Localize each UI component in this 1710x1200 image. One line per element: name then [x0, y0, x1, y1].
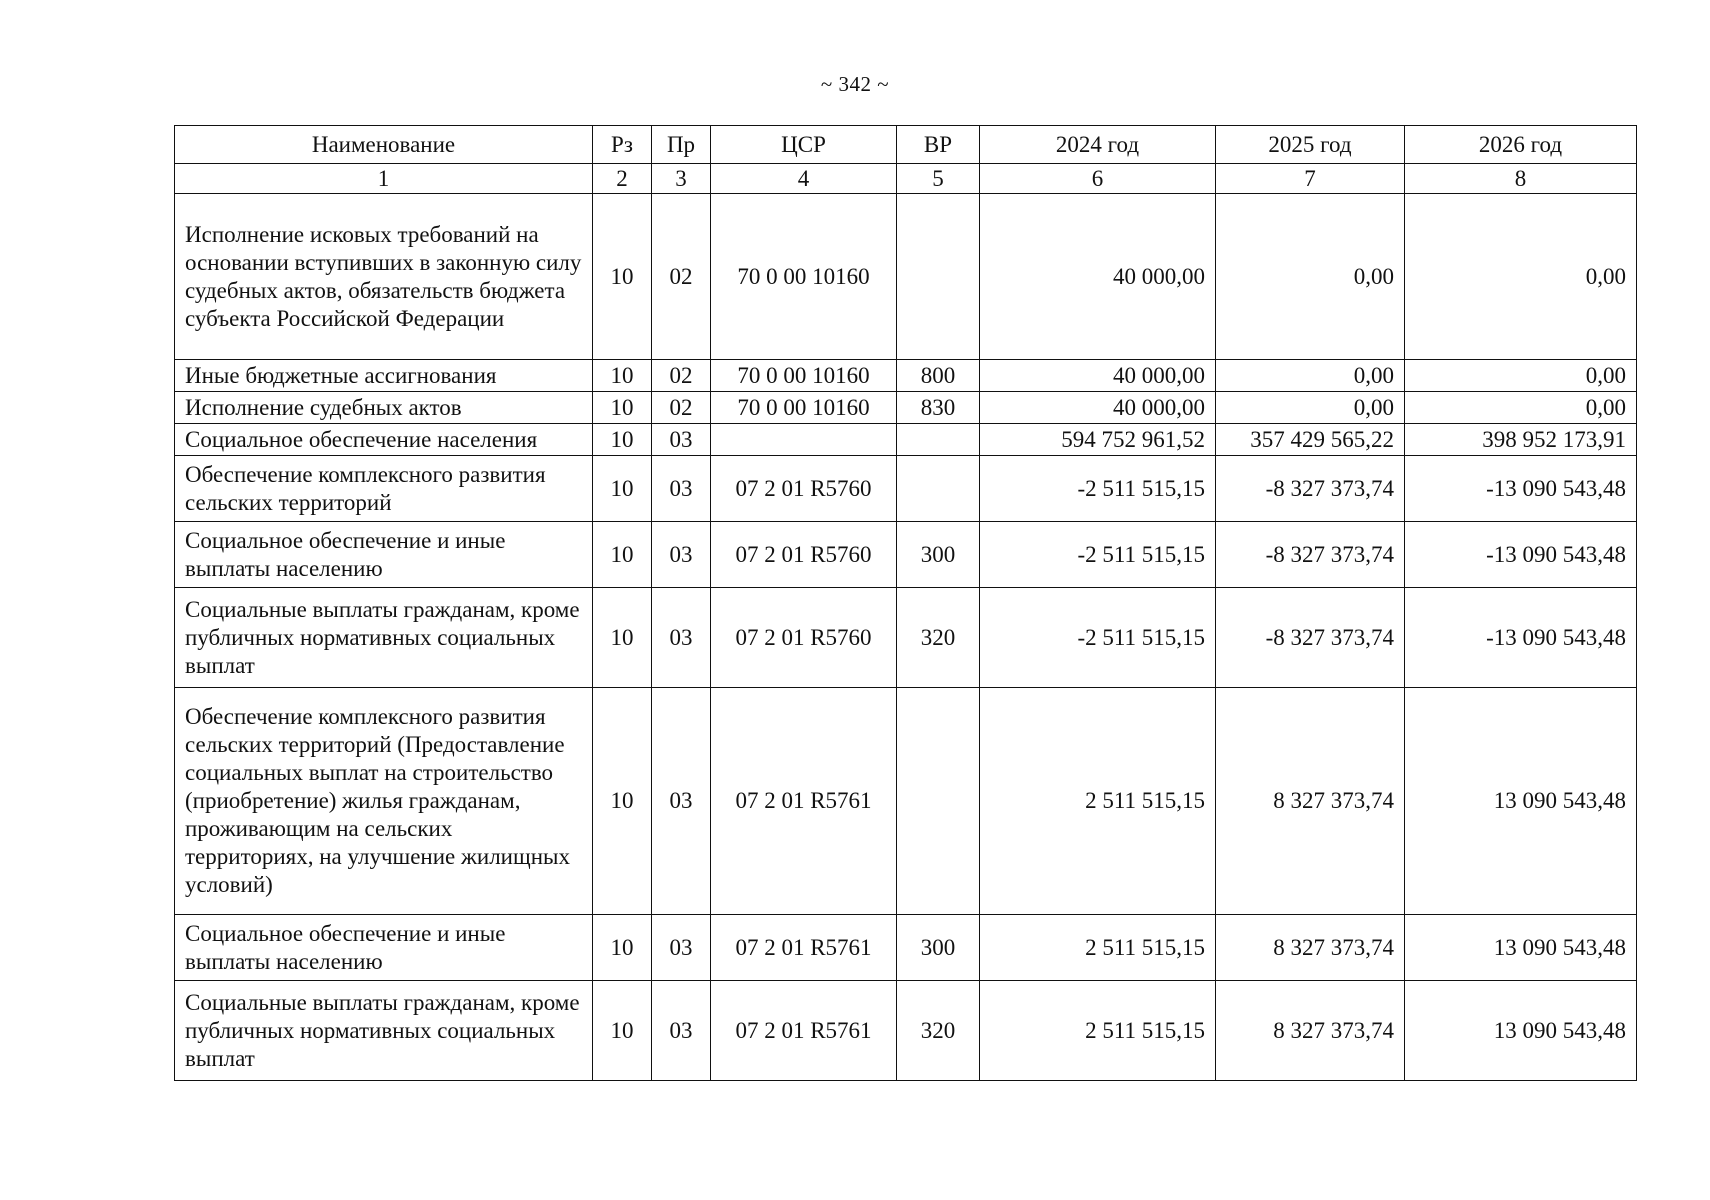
row-value-2025: 0,00	[1216, 392, 1405, 424]
row-value-2026: 13 090 543,48	[1405, 915, 1637, 981]
row-name: Социальные выплаты гражданам, кроме публичных нормативных социальных выплат	[175, 588, 593, 688]
row-pr: 03	[652, 915, 711, 981]
row-value-2026: -13 090 543,48	[1405, 588, 1637, 688]
row-name: Иные бюджетные ассигнования	[175, 360, 593, 392]
row-csr: 07 2 01 R5760	[711, 456, 897, 522]
row-rz: 10	[593, 194, 652, 360]
row-name: Исполнение судебных актов	[175, 392, 593, 424]
header-name: Наименование	[175, 126, 593, 164]
row-vr: 300	[897, 915, 980, 981]
header-rz: Рз	[593, 126, 652, 164]
row-csr: 07 2 01 R5761	[711, 688, 897, 915]
row-value-2026: 0,00	[1405, 392, 1637, 424]
table-body	[175, 194, 1637, 1081]
row-value-2025: 8 327 373,74	[1216, 981, 1405, 1081]
row-value-2025: 0,00	[1216, 360, 1405, 392]
table-row	[175, 194, 1637, 360]
column-number: 2	[593, 164, 652, 194]
row-pr: 02	[652, 360, 711, 392]
table-row	[175, 981, 1637, 1081]
row-rz: 10	[593, 424, 652, 456]
column-number: 7	[1216, 164, 1405, 194]
row-name: Обеспечение комплексного развития сельских территорий	[175, 456, 593, 522]
row-value-2024: -2 511 515,15	[980, 588, 1216, 688]
header-2026: 2026 год	[1405, 126, 1637, 164]
row-csr: 70 0 00 10160	[711, 392, 897, 424]
column-number: 6	[980, 164, 1216, 194]
row-csr: 07 2 01 R5761	[711, 915, 897, 981]
column-number: 4	[711, 164, 897, 194]
row-csr: 07 2 01 R5761	[711, 981, 897, 1081]
row-csr: 70 0 00 10160	[711, 194, 897, 360]
row-value-2024: 40 000,00	[980, 392, 1216, 424]
row-name: Социальные выплаты гражданам, кроме публичных нормативных социальных выплат	[175, 981, 593, 1081]
row-vr: 830	[897, 392, 980, 424]
header-vr: ВР	[897, 126, 980, 164]
row-value-2024: 2 511 515,15	[980, 915, 1216, 981]
row-rz: 10	[593, 915, 652, 981]
row-value-2026: -13 090 543,48	[1405, 522, 1637, 588]
row-vr: 320	[897, 588, 980, 688]
row-csr: 70 0 00 10160	[711, 360, 897, 392]
row-value-2024: 594 752 961,52	[980, 424, 1216, 456]
table-row	[175, 588, 1637, 688]
budget-table	[174, 125, 1637, 1081]
row-pr: 03	[652, 424, 711, 456]
row-value-2024: -2 511 515,15	[980, 522, 1216, 588]
table-row	[175, 522, 1637, 588]
row-vr	[897, 688, 980, 915]
header-csr: ЦСР	[711, 126, 897, 164]
column-number: 8	[1405, 164, 1637, 194]
row-name: Социальное обеспечение и иные выплаты населению	[175, 915, 593, 981]
column-number: 5	[897, 164, 980, 194]
row-value-2026: 398 952 173,91	[1405, 424, 1637, 456]
row-value-2026: -13 090 543,48	[1405, 456, 1637, 522]
row-pr: 03	[652, 522, 711, 588]
row-rz: 10	[593, 981, 652, 1081]
row-rz: 10	[593, 522, 652, 588]
row-csr: 07 2 01 R5760	[711, 588, 897, 688]
row-rz: 10	[593, 360, 652, 392]
header-2024: 2024 год	[980, 126, 1216, 164]
row-name: Обеспечение комплексного развития сельских территорий (Предоставление социальных выплат на строительство (приобретение) жилья гражданам, проживающим на сельских территориях, на улучшение жилищных условий)	[175, 688, 593, 915]
page-number: ~ 342 ~	[820, 72, 890, 96]
row-value-2025: -8 327 373,74	[1216, 456, 1405, 522]
row-value-2025: 8 327 373,74	[1216, 915, 1405, 981]
row-vr	[897, 424, 980, 456]
row-vr	[897, 456, 980, 522]
row-value-2025: 357 429 565,22	[1216, 424, 1405, 456]
table-row	[175, 392, 1637, 424]
row-name: Исполнение исковых требований на основании вступивших в законную силу судебных актов, обязательств бюджета субъекта Российской Федерации	[175, 194, 593, 360]
table-header	[175, 126, 1637, 194]
row-rz: 10	[593, 392, 652, 424]
row-rz: 10	[593, 588, 652, 688]
row-value-2026: 0,00	[1405, 360, 1637, 392]
header-pr: Пр	[652, 126, 711, 164]
header-2025: 2025 год	[1216, 126, 1405, 164]
row-value-2026: 13 090 543,48	[1405, 688, 1637, 915]
column-number: 3	[652, 164, 711, 194]
row-value-2025: -8 327 373,74	[1216, 522, 1405, 588]
row-value-2026: 13 090 543,48	[1405, 981, 1637, 1081]
row-pr: 03	[652, 588, 711, 688]
row-pr: 02	[652, 392, 711, 424]
table-row	[175, 915, 1637, 981]
row-rz: 10	[593, 688, 652, 915]
row-vr: 300	[897, 522, 980, 588]
row-vr	[897, 194, 980, 360]
row-pr: 02	[652, 194, 711, 360]
row-pr: 03	[652, 981, 711, 1081]
column-number: 1	[175, 164, 593, 194]
row-name: Социальное обеспечение населения	[175, 424, 593, 456]
table-row	[175, 688, 1637, 915]
row-csr	[711, 424, 897, 456]
row-name: Социальное обеспечение и иные выплаты населению	[175, 522, 593, 588]
row-csr: 07 2 01 R5760	[711, 522, 897, 588]
row-vr: 800	[897, 360, 980, 392]
row-pr: 03	[652, 688, 711, 915]
row-value-2024: 40 000,00	[980, 360, 1216, 392]
row-value-2026: 0,00	[1405, 194, 1637, 360]
table-row	[175, 424, 1637, 456]
row-value-2025: -8 327 373,74	[1216, 588, 1405, 688]
row-value-2025: 0,00	[1216, 194, 1405, 360]
column-number-row	[175, 164, 1637, 194]
table-row	[175, 456, 1637, 522]
row-value-2024: 2 511 515,15	[980, 981, 1216, 1081]
row-vr: 320	[897, 981, 980, 1081]
row-value-2024: 40 000,00	[980, 194, 1216, 360]
table-row	[175, 360, 1637, 392]
row-value-2025: 8 327 373,74	[1216, 688, 1405, 915]
row-rz: 10	[593, 456, 652, 522]
row-pr: 03	[652, 456, 711, 522]
header-row	[175, 126, 1637, 164]
row-value-2024: 2 511 515,15	[980, 688, 1216, 915]
row-value-2024: -2 511 515,15	[980, 456, 1216, 522]
